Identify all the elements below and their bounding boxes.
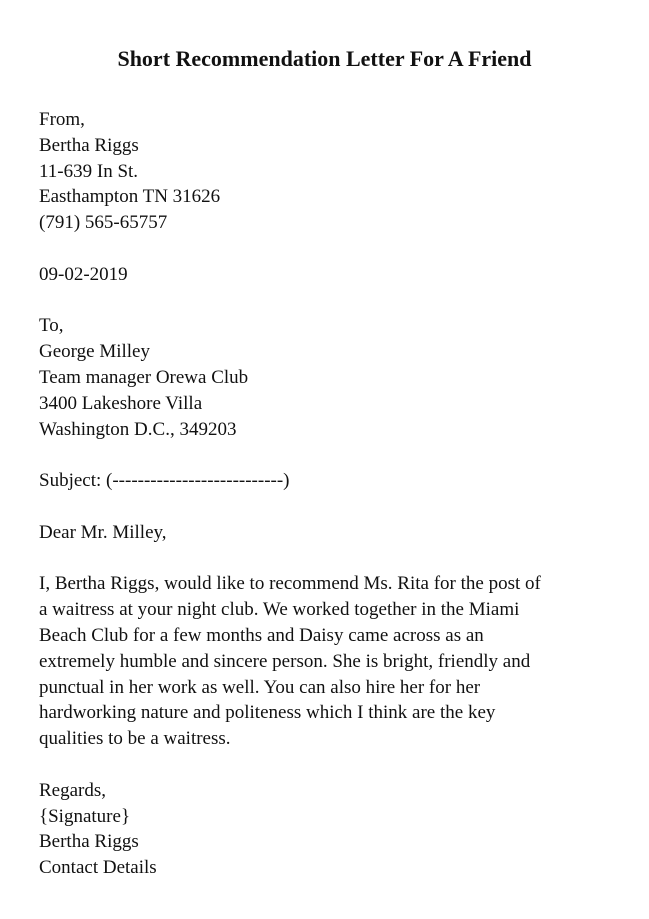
- body-line: I, Bertha Riggs, would like to recommend Ms. Rita for the post of: [39, 573, 541, 595]
- spacer: [39, 442, 619, 468]
- sender-phone: (791) 565-65757: [39, 212, 168, 234]
- recipient-street: 3400 Lakeshore Villa: [39, 392, 203, 414]
- body-line: a waitress at your night club. We worked together in the Miami: [39, 599, 520, 621]
- body-line: extremely humble and sincere person. She is bright, friendly and: [39, 650, 531, 672]
- spacer: [39, 288, 619, 314]
- sender-name: Bertha Riggs: [39, 134, 139, 156]
- body-line: punctual in her work as well. You can also hire her for her: [39, 676, 481, 698]
- spacer: [39, 546, 619, 572]
- sender-street: 11-639 In St.: [39, 160, 139, 182]
- sender-label: From,: [39, 109, 85, 130]
- closing-regards: Regards,: [39, 779, 107, 801]
- body-line: hardworking nature and politeness which I think are the key: [39, 702, 496, 724]
- closing-block: [39, 778, 619, 881]
- recipient-label: To,: [39, 315, 64, 337]
- recipient-title: Team manager Orewa Club: [39, 366, 249, 388]
- closing-contact: Contact Details: [39, 857, 157, 879]
- letter-title: Short Recommendation Letter For A Friend: [117, 46, 532, 71]
- subject-line: Subject: (---------------------------): [39, 470, 290, 492]
- body-line: Beach Club for a few months and Daisy came across as an: [39, 624, 484, 646]
- letter-content: [39, 107, 619, 881]
- sender-city: Easthampton TN 31626: [39, 186, 221, 208]
- body-line: qualities to be a waitress.: [39, 728, 231, 750]
- letter-date: 09-02-2019: [39, 263, 128, 285]
- closing-signature: {Signature}: [39, 805, 131, 827]
- salutation: Dear Mr. Milley,: [39, 521, 167, 543]
- recipient-city: Washington D.C., 349203: [39, 418, 237, 440]
- closing-name: Bertha Riggs: [39, 831, 139, 853]
- recipient-block: [39, 313, 619, 442]
- spacer: [39, 494, 619, 520]
- body-paragraph: [39, 571, 619, 752]
- sender-block: [39, 107, 619, 236]
- recipient-name: George Milley: [39, 341, 150, 363]
- spacer: [39, 236, 619, 262]
- spacer: [39, 752, 619, 778]
